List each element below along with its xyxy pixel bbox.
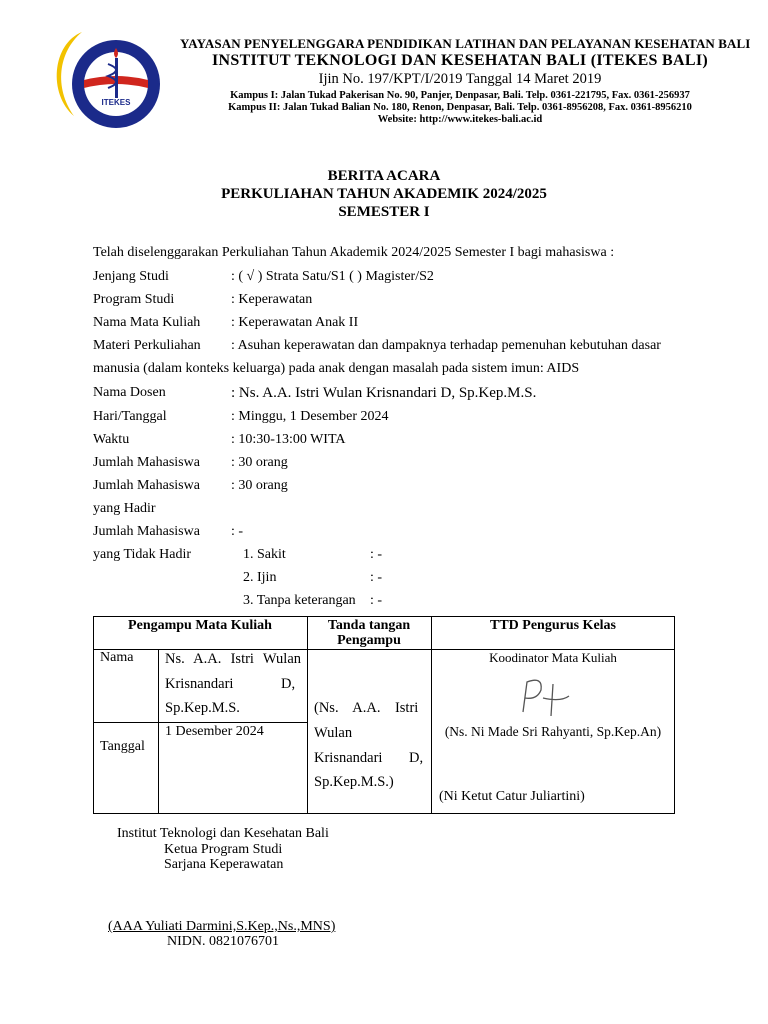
absent-sakit-label: 1. Sakit: [243, 547, 286, 562]
materi-value-line-1: : Asuhan keperawatan dan dampaknya terhadap pemenuhan kebutuhan dasar: [231, 338, 661, 353]
dosen-label: Nama Dosen: [93, 385, 166, 400]
lecturer-sign-line-3: Krisnandari: [314, 750, 383, 766]
waktu-label: Waktu: [93, 432, 130, 447]
footer-nidn: NIDN. 0821076701: [167, 934, 279, 949]
nama-value-line-1: Ns. A.A. Istri Wulan: [165, 651, 301, 667]
dosen-value: : Ns. A.A. Istri Wulan Krisnandari D, Sp.Kep.M.S.: [231, 385, 537, 401]
hadir-value: : 30 orang: [231, 478, 288, 493]
footer-position: Ketua Program Studi: [164, 842, 283, 857]
table-subcol-divider: [158, 649, 159, 814]
col-header-tanda-tangan: [307, 618, 431, 648]
coordinator-signature: [513, 672, 583, 722]
class-rep-name: (Ni Ketut Catur Juliartini): [439, 789, 585, 804]
absent-sakit-value: : -: [370, 547, 383, 562]
prodi-value: : Keperawatan: [231, 292, 313, 307]
matkul-label: Nama Mata Kuliah: [93, 315, 201, 330]
materi-label: Materi Perkuliahan: [93, 338, 201, 353]
lecturer-sign-line-2: Wulan: [314, 725, 353, 741]
nama-value-line-3: Sp.Kep.M.S.: [165, 700, 240, 716]
title-line-3: SEMESTER I: [338, 204, 430, 220]
lecturer-sign-line-3b: D,: [409, 750, 424, 766]
tidak-hadir-label-1: Jumlah Mahasiswa: [93, 524, 200, 539]
absent-tanpa-keterangan-label: 3. Tanpa keterangan: [243, 593, 356, 608]
nama-value-line-2b: D,: [281, 676, 296, 692]
footer-signer-name: (AAA Yuliati Darmini,S.Kep.,Ns.,MNS): [108, 919, 336, 934]
absent-tanpa-keterangan-value: : -: [370, 593, 383, 608]
waktu-value: : 10:30-13:00 WITA: [231, 432, 346, 447]
jumlah-value: : 30 orang: [231, 455, 288, 470]
institution-logo: [44, 24, 174, 134]
header-website: Website: http://www.itekes-bali.ac.id: [377, 114, 543, 125]
coordinator-title: Koodinator Mata Kuliah: [489, 650, 617, 665]
title-line-1: BERITA ACARA: [327, 168, 441, 184]
matkul-value: : Keperawatan Anak II: [231, 315, 359, 330]
header-foundation: YAYASAN PENYELENGGARA PENDIDIKAN LATIHAN DAN PELAYANAN KESEHATAN BALI: [180, 36, 751, 51]
lecturer-sign-line-1: (Ns. A.A. Istri: [314, 700, 419, 716]
header-institution: INSTITUT TEKNOLOGI DAN KESEHATAN BALI (ITEKES BALI): [211, 52, 709, 69]
header-campus-2: Kampus II: Jalan Tukad Balian No. 180, Renon, Denpasar, Bali. Telp. 0361-8956208, Fax. 0361-8956210: [228, 102, 692, 113]
jenjang-label: Jenjang Studi: [93, 269, 169, 284]
col-header-tanda-tangan-line-1: Tanda tangan: [327, 618, 411, 633]
hadir-label-2: yang Hadir: [93, 501, 156, 516]
nama-value-line-2: Krisnandari: [165, 676, 234, 692]
hadir-label-1: Jumlah Mahasiswa: [93, 478, 200, 493]
absent-ijin-label: 2. Ijin: [243, 570, 277, 585]
title-line-2: PERKULIAHAN TAHUN AKADEMIK 2024/2025: [221, 186, 547, 202]
coordinator-name: (Ns. Ni Made Sri Rahyanti, Sp.Kep.An): [444, 724, 662, 739]
col-header-ttd-pengurus: TTD Pengurus Kelas: [489, 618, 616, 633]
tanggal-row-label: Tanggal: [100, 739, 145, 754]
tanggal-value: : Minggu, 1 Desember 2024: [231, 409, 389, 424]
tanggal-row-value: 1 Desember 2024: [165, 724, 264, 739]
footer-institution: Institut Teknologi dan Kesehatan Bali: [117, 826, 329, 841]
intro-text: Telah diselenggarakan Perkuliahan Tahun Akademik 2024/2025 Semester I bagi mahasiswa :: [93, 245, 615, 260]
tanggal-label: Hari/Tanggal: [93, 409, 167, 424]
tidak-hadir-label-2: yang Tidak Hadir: [93, 547, 191, 562]
lecturer-sign-line-4: Sp.Kep.M.S.): [314, 774, 394, 790]
tidak-hadir-value: : -: [231, 524, 244, 539]
header-permit: Ijin No. 197/KPT/I/2019 Tanggal 14 Maret 2019: [318, 71, 602, 87]
col-header-tanda-tangan-line-2: Pengampu: [337, 633, 401, 648]
footer-program: Sarjana Keperawatan: [164, 857, 284, 872]
signature-table: [93, 616, 675, 814]
svg-text:BALI: BALI: [109, 109, 123, 115]
absent-ijin-value: : -: [370, 570, 383, 585]
table-col-divider-3: [431, 616, 432, 814]
col-header-pengampu: Pengampu Mata Kuliah: [128, 618, 272, 633]
prodi-label: Program Studi: [93, 292, 175, 307]
svg-text:ITEKES: ITEKES: [101, 98, 131, 107]
header-campus-1: Kampus I: Jalan Tukad Pakerisan No. 90, Panjer, Denpasar, Bali. Telp. 0361-221795, Fax. 0361-256937: [230, 90, 690, 101]
materi-value-line-2: manusia (dalam konteks keluarga) pada anak dengan masalah pada sistem imun: AIDS: [93, 361, 580, 376]
nama-row-label: Nama: [100, 650, 134, 665]
table-row-divider: [93, 722, 307, 723]
jenjang-value: : ( √ ) Strata Satu/S1 ( ) Magister/S2: [231, 269, 434, 284]
jumlah-label: Jumlah Mahasiswa: [93, 455, 200, 470]
